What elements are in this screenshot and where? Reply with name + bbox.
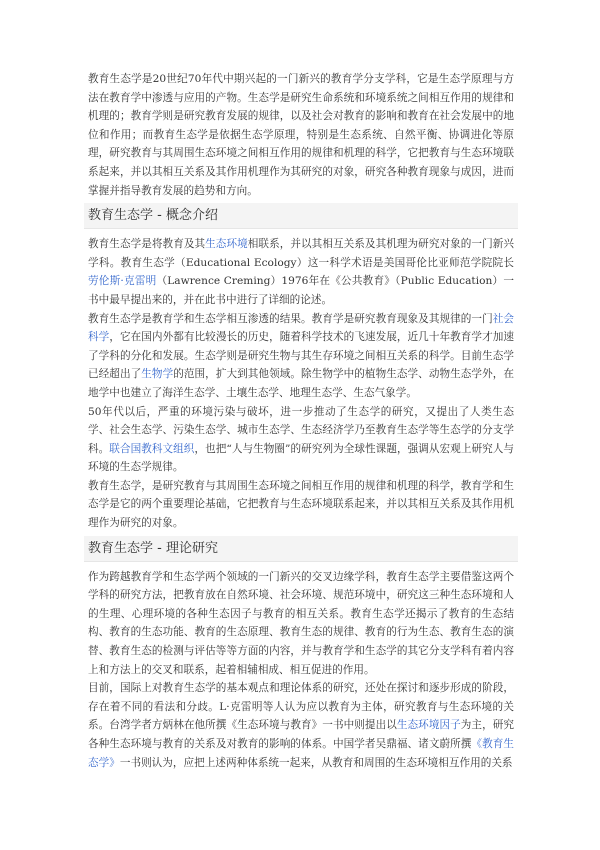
text-span: 目前，国际上对教育生态学的基本观点和理论体系的研究，还处在探讨和逐步形成的阶段，存在着不同的看法和分歧。L·克雷明等人认为应以教育为主体，研究教育与生态环境的关系。台湾学者方炳林在他所撰《生态环境与教育》一书中则提出以: [88, 682, 514, 732]
link-education-ecology-book[interactable]: 《教育生态学》: [88, 738, 514, 769]
link-lawrence-cremin[interactable]: 劳伦斯·克雷明: [88, 275, 157, 288]
concept-paragraph-3: [88, 403, 514, 477]
link-biology[interactable]: 生物学: [141, 368, 174, 381]
section-heading-concept: 教育生态学 - 概念介绍: [84, 203, 518, 229]
text-span: 教育生态学是教育学和生态学相互渗透的结果。教育学是研究教育现象及其规律的一门: [88, 312, 493, 325]
article-body: [88, 70, 514, 772]
text-span: ，也把“人与生物圈”的研究列为全球性课题，强调从宏观上研究人与环境的生态学规律。: [88, 442, 514, 474]
link-eco-environment[interactable]: 生态环境: [205, 238, 248, 251]
text-span: ，它在国内外都有比较漫长的历史，随着科学技术的飞速发展，近几十年教育学才加速了学科的分化和发展。生态学则是研究生物与其生存环境之间相互关系的科学。目前生态学已经超出了: [88, 331, 514, 381]
text-span: 的范围，扩大到其他领域。除生物学中的植物生态学、动物生态学外，在地学中也建立了海洋生态学、土壤生态学、地理生态学、生态气象学。: [88, 368, 514, 399]
link-social-science[interactable]: 社会科学: [88, 312, 514, 344]
text-span: 相联系，并以其相互关系及其机理为研究对象的一门新兴学科。教育生态学（Educational Ecology）这一科学术语是美国哥伦比亚师范学院院长: [88, 238, 514, 269]
concept-paragraph-1: [88, 235, 514, 309]
theory-paragraph-2: [88, 679, 514, 772]
intro-paragraph: 教育生态学是20世纪70年代中期兴起的一门新兴的教育学分支学科，它是生态学原理与方法在教育学中渗透与应用的产物。生态学是研究生命系统和环境系统之间相互作用的规律和机理的；教育学则是研究教育发展的规律，以及社会对教育的影响和教育在社会发展中的地位和作用；而教育生态学是依据生态学原理，特别是生态系统、自然平衡、协调进化等原理，研究教育与其周围生态环境之间相互作用的规律和机理的科学，它把教育与生态环境联系起来，并以其相互关系及其作用机理作为其研究的对象，研究各种教育现象与成因，进而掌握并指导教育发展的趋势和方向。: [88, 73, 514, 197]
text-span: 一书则认为，应把上述两种体系统一起来，从教育和周围的生态环境相互作用的关系: [119, 756, 513, 769]
text-span: 教育生态学是将教育及其: [88, 238, 206, 251]
section-heading-theory: 教育生态学 - 理论研究: [84, 536, 518, 562]
text-span: （Lawrence Creming）1976年在《公共教育》（Public Education）一书中最早提出来的，并在此书中进行了详细的论述。: [88, 275, 514, 306]
text-span: 50年代以后，严重的环境污染与破坏，进一步推动了生态学的研究，又提出了人类生态学、社会生态学、污染生态学、城市生态学、生态经济学乃至教育生态学等生态学的分支学科。: [88, 405, 514, 455]
link-eco-environment-factor[interactable]: 生态环境因子: [396, 719, 461, 732]
concept-paragraph-2: [88, 310, 514, 403]
link-unesco[interactable]: 联合国教科文组织: [109, 442, 195, 455]
theory-paragraph-1: 作为跨越教育学和生态学两个领域的一门新兴的交叉边缘学科，教育生态学主要借鉴这两个学科的研究方法，把教育放在自然环境、社会环境、规范环境中，研究这三种生态环境和人的生理、心理环境的各种生态因子与教育的相互关系。教育生态学还揭示了教育的生态结构、教育的生态功能、教育的生态原理、教育生态的规律、教育的行为生态、教育生态的演替、教育生态的检测与评估等等方面的内容，并与教育学和生态学的其它分支学科有着内容上和方法上的交叉和联系，起着相辅相成、相互促进的作用。: [88, 570, 514, 676]
text-span: 为主，研究各种生态环境与教育的关系及对教育的影响的体系。中国学者吴鼎福、诸文蔚所撰: [88, 719, 514, 750]
concept-paragraph-4: 教育生态学，是研究教育与其周围生态环境之间相互作用的规律和机理的科学，教育学和生态学是它的两个重要理论基础，它把教育与生态环境联系起来，并以其相互关系及其作用机理作为研究的对象。: [88, 479, 514, 530]
